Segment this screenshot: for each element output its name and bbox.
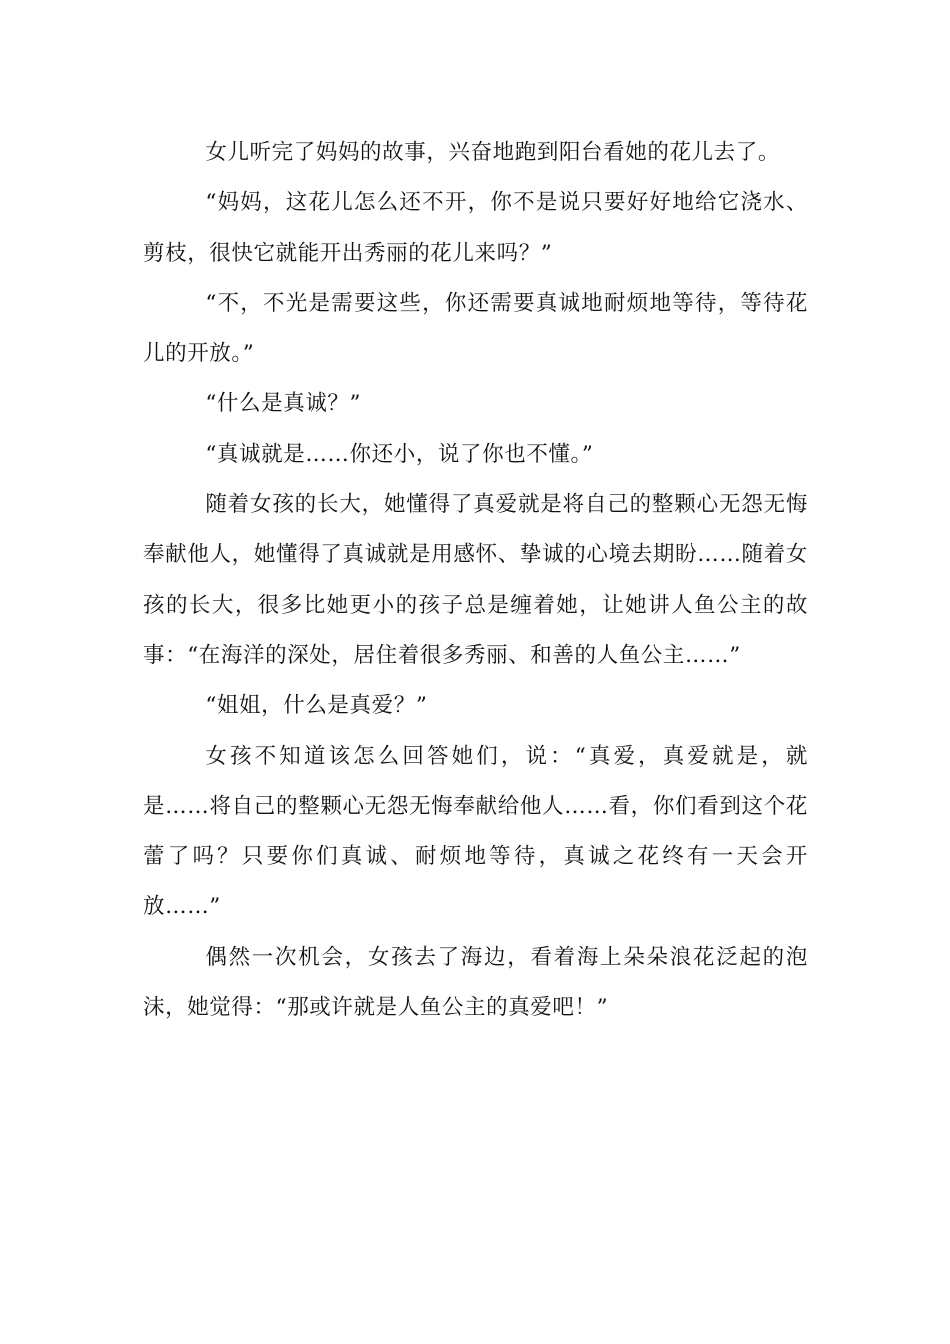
paragraph-6: 随着女孩的长大，她懂得了真爱就是将自己的整颗心无怨无悔奉献他人，她懂得了真诚就是用感怀、挚诚的心境去期盼……随着女孩的长大，很多比她更小的孩子总是缠着她，让她讲人鱼公主的故事：“在海洋的深处，居住着很多秀丽、和善的人鱼公主……” — [143, 492, 808, 668]
paragraph-1: 女儿听完了妈妈的故事，兴奋地跑到阳台看她的花儿去了。 — [205, 140, 780, 165]
paragraph-8: 女孩不知道该怎么回答她们，说：“真爱，真爱就是，就是……将自己的整颗心无怨无悔奉献给他人……看，你们看到这个花蕾了吗？只要你们真诚、耐烦地等待，真诚之花终有一天会开放……” — [143, 743, 808, 920]
paragraph-2: “妈妈，这花儿怎么还不开，你不是说只要好好地给它浇水、剪枝，很快它就能开出秀丽的花儿来吗？” — [143, 190, 808, 266]
paragraph-9: 偶然一次机会，女孩去了海边，看着海上朵朵浪花泛起的泡沫，她觉得：“那或许就是人鱼公主的真爱吧！” — [143, 944, 808, 1021]
paragraph-5: “真诚就是……你还小，说了你也不懂。” — [205, 441, 594, 467]
paragraph-3: “不，不光是需要这些，你还需要真诚地耐烦地等待，等待花儿的开放。” — [143, 290, 808, 367]
document-body — [143, 128, 808, 1033]
paragraph-4: “什么是真诚？” — [205, 391, 362, 417]
paragraph-7: “姐姐，什么是真爱？” — [205, 693, 428, 719]
